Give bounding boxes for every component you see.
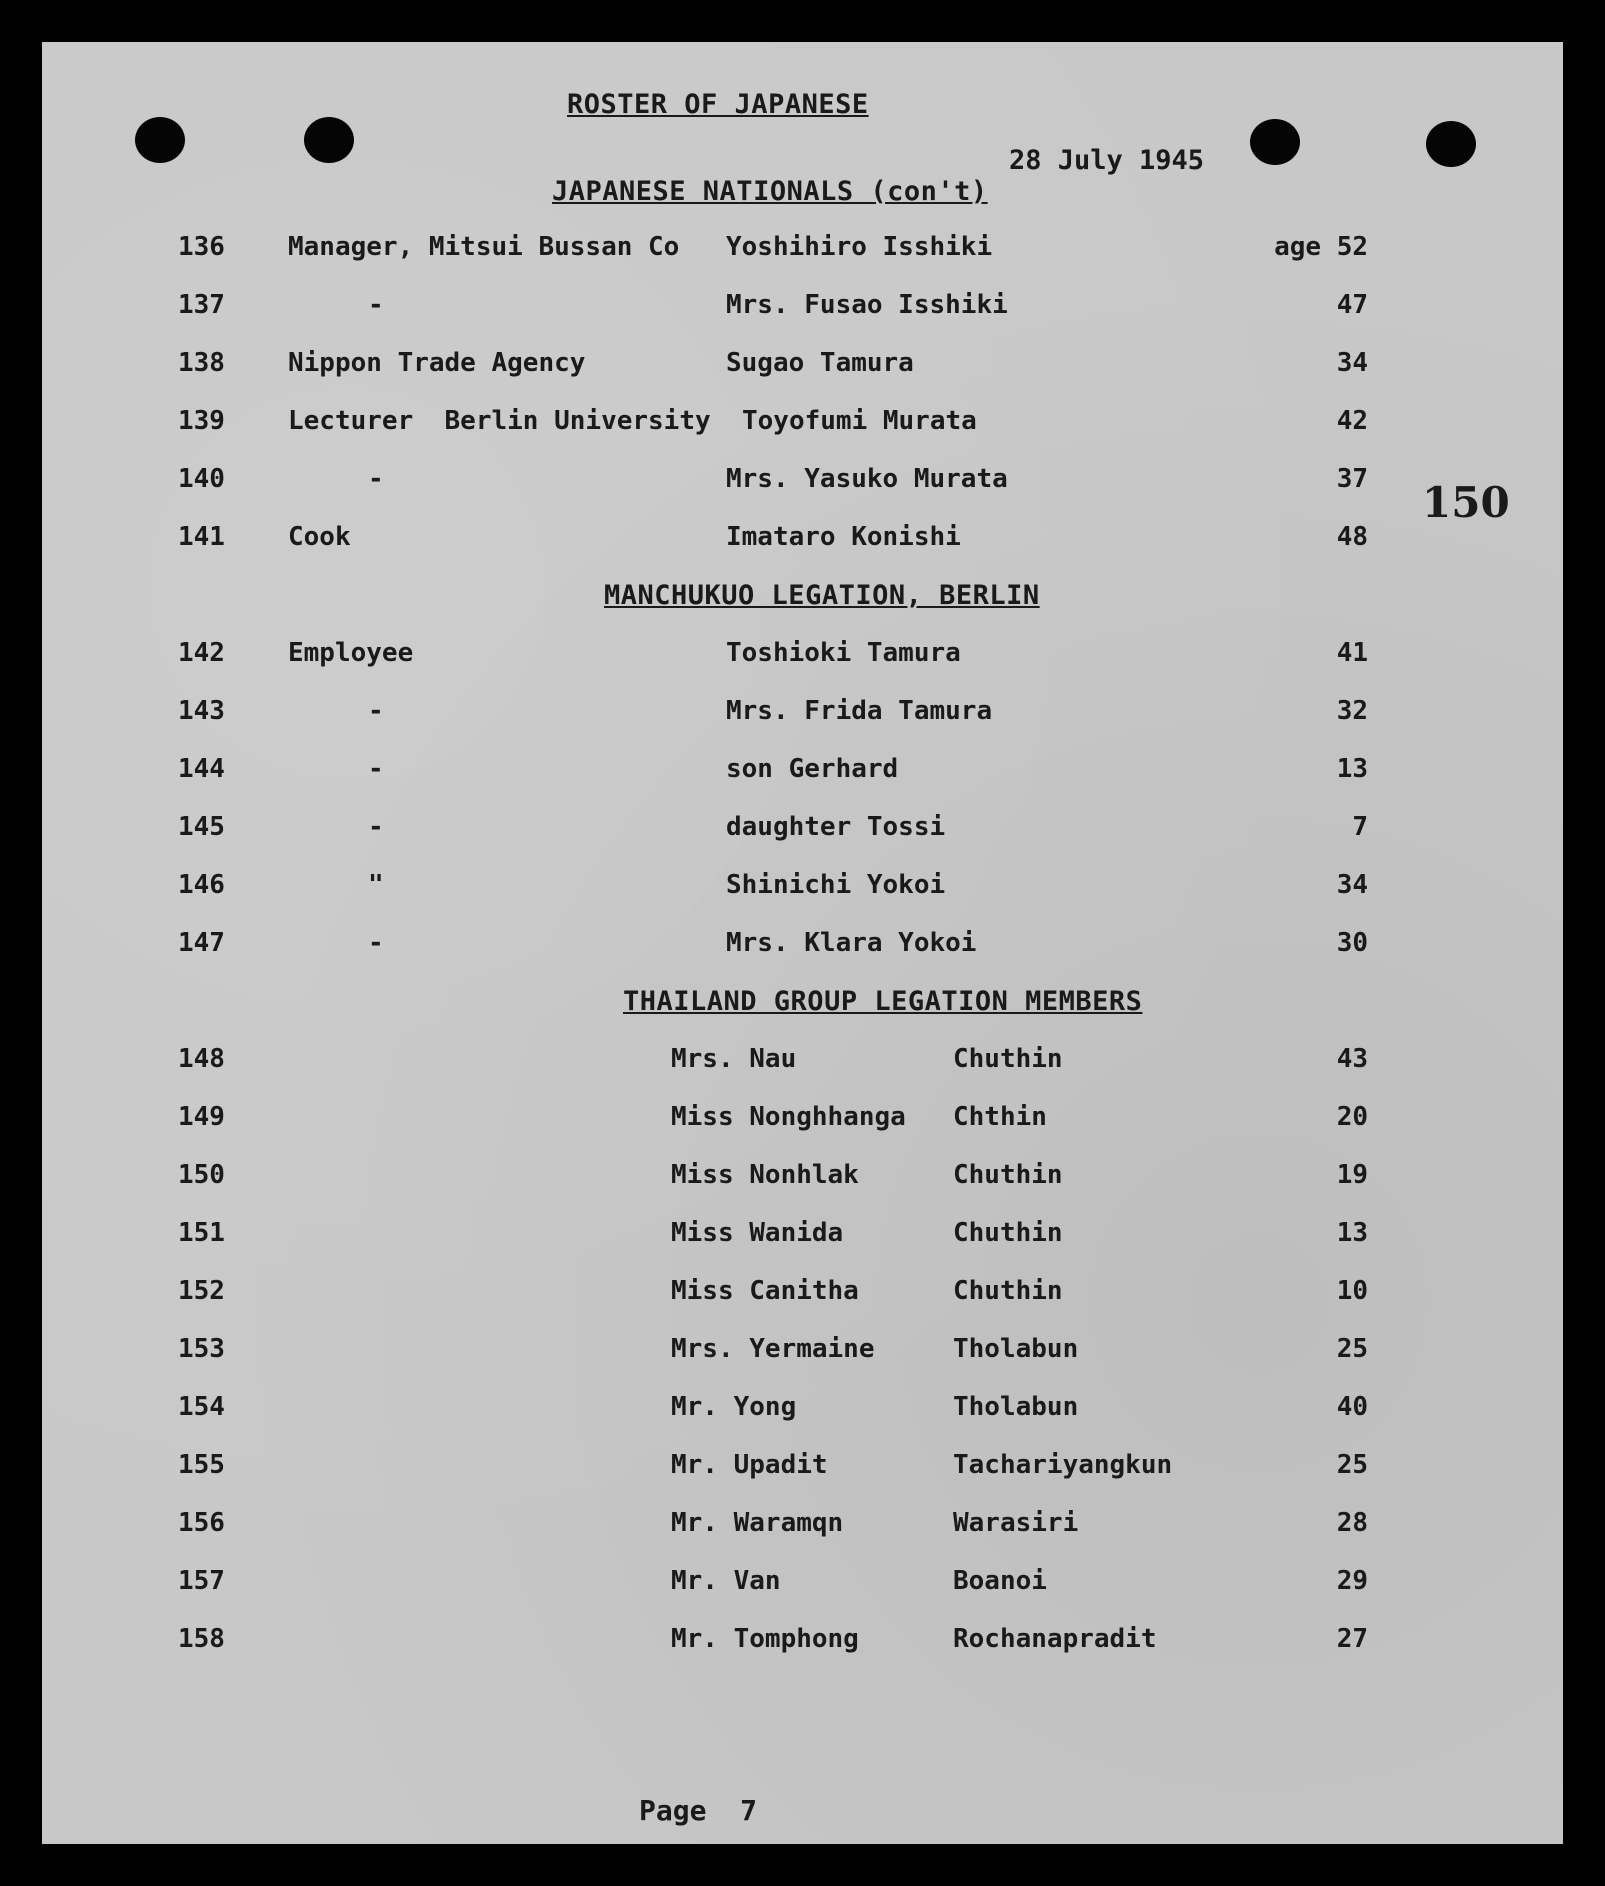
row-number: 144 bbox=[178, 754, 225, 784]
table-row bbox=[42, 754, 1563, 794]
row-first-name: Mr. Waramqn bbox=[671, 1508, 844, 1538]
row-last-name: Tachariyangkun bbox=[953, 1450, 1173, 1480]
row-number: 138 bbox=[178, 348, 225, 378]
section-header-thailand: THAILAND GROUP LEGATION MEMBERS bbox=[623, 986, 1143, 1017]
punch-hole bbox=[1426, 121, 1476, 167]
table-row bbox=[42, 1276, 1563, 1316]
row-organization: " bbox=[368, 870, 384, 900]
row-number: 156 bbox=[178, 1508, 225, 1538]
table-row bbox=[42, 812, 1563, 852]
row-age: age 52 bbox=[1274, 232, 1368, 262]
row-age: 25 bbox=[1336, 1334, 1368, 1364]
row-number: 140 bbox=[178, 464, 225, 494]
row-first-name: Mrs. Yermaine bbox=[671, 1334, 875, 1364]
page-number: 7 bbox=[740, 1794, 758, 1827]
row-name: Shinichi Yokoi bbox=[726, 870, 946, 900]
row-name: Toyofumi Murata bbox=[742, 406, 977, 436]
row-name: Mrs. Fusao Isshiki bbox=[726, 290, 1008, 320]
table-row bbox=[42, 928, 1563, 968]
row-organization: - bbox=[368, 812, 384, 842]
table-row bbox=[42, 1450, 1563, 1490]
table-row bbox=[42, 1508, 1563, 1548]
row-number: 137 bbox=[178, 290, 225, 320]
section-header-manchukuo: MANCHUKUO LEGATION, BERLIN bbox=[604, 580, 1040, 611]
row-organization: - bbox=[368, 754, 384, 784]
table-row bbox=[42, 232, 1563, 272]
table-row bbox=[42, 1392, 1563, 1432]
row-number: 146 bbox=[178, 870, 225, 900]
row-name: Yoshihiro Isshiki bbox=[726, 232, 993, 262]
row-last-name: Tholabun bbox=[953, 1334, 1079, 1364]
table-row bbox=[42, 870, 1563, 910]
row-age: 7 bbox=[1352, 812, 1368, 842]
row-age: 20 bbox=[1336, 1102, 1368, 1132]
row-last-name: Warasiri bbox=[953, 1508, 1079, 1538]
table-row bbox=[42, 1044, 1563, 1084]
row-organization: Cook bbox=[288, 522, 351, 552]
row-first-name: Mrs. Nau bbox=[671, 1044, 797, 1074]
punch-hole bbox=[135, 117, 185, 163]
row-age: 25 bbox=[1336, 1450, 1368, 1480]
row-last-name: Tholabun bbox=[953, 1392, 1079, 1422]
row-number: 153 bbox=[178, 1334, 225, 1364]
table-row bbox=[42, 522, 1563, 562]
row-name: Mrs. Yasuko Murata bbox=[726, 464, 1008, 494]
row-number: 157 bbox=[178, 1566, 225, 1596]
row-number: 149 bbox=[178, 1102, 225, 1132]
row-organization: - bbox=[368, 464, 384, 494]
row-last-name: Chthin bbox=[953, 1102, 1047, 1132]
row-number: 151 bbox=[178, 1218, 225, 1248]
row-age: 28 bbox=[1336, 1508, 1368, 1538]
row-age: 42 bbox=[1336, 406, 1368, 436]
row-number: 155 bbox=[178, 1450, 225, 1480]
row-first-name: Mr. Tomphong bbox=[671, 1624, 859, 1654]
page-footer bbox=[639, 1794, 757, 1827]
row-organization: - bbox=[368, 290, 384, 320]
row-age: 10 bbox=[1336, 1276, 1368, 1306]
row-last-name: Chuthin bbox=[953, 1044, 1063, 1074]
table-row bbox=[42, 348, 1563, 388]
row-name: son Gerhard bbox=[726, 754, 899, 784]
table-row bbox=[42, 1624, 1563, 1664]
margin-page-number: 150 bbox=[1422, 478, 1510, 527]
row-age: 34 bbox=[1336, 348, 1368, 378]
row-organization: Employee bbox=[288, 638, 414, 668]
table-row bbox=[42, 638, 1563, 678]
row-number: 141 bbox=[178, 522, 225, 552]
row-name: daughter Tossi bbox=[726, 812, 946, 842]
row-first-name: Miss Wanida bbox=[671, 1218, 844, 1248]
row-age: 30 bbox=[1336, 928, 1368, 958]
row-age: 32 bbox=[1336, 696, 1368, 726]
row-age: 29 bbox=[1336, 1566, 1368, 1596]
row-number: 147 bbox=[178, 928, 225, 958]
punch-hole bbox=[1250, 119, 1300, 165]
row-first-name: Mr. Yong bbox=[671, 1392, 797, 1422]
table-row bbox=[42, 1102, 1563, 1142]
row-first-name: Mr. Upadit bbox=[671, 1450, 828, 1480]
row-age: 27 bbox=[1336, 1624, 1368, 1654]
row-number: 158 bbox=[178, 1624, 225, 1654]
row-first-name: Miss Nonhlak bbox=[671, 1160, 859, 1190]
row-last-name: Rochanapradit bbox=[953, 1624, 1157, 1654]
table-row bbox=[42, 1566, 1563, 1606]
table-row bbox=[42, 464, 1563, 504]
row-last-name: Chuthin bbox=[953, 1276, 1063, 1306]
row-last-name: Chuthin bbox=[953, 1160, 1063, 1190]
row-number: 152 bbox=[178, 1276, 225, 1306]
table-row bbox=[42, 406, 1563, 446]
document-title: ROSTER OF JAPANESE bbox=[567, 89, 869, 120]
row-organization: Lecturer Berlin University bbox=[288, 406, 711, 436]
punch-hole bbox=[304, 117, 354, 163]
document-page bbox=[42, 42, 1563, 1844]
row-first-name: Miss Nonghhanga bbox=[671, 1102, 906, 1132]
page-label: Page bbox=[639, 1794, 707, 1827]
row-age: 40 bbox=[1336, 1392, 1368, 1422]
document-date: 28 July 1945 bbox=[1009, 145, 1205, 176]
row-age: 43 bbox=[1336, 1044, 1368, 1074]
row-organization: - bbox=[368, 696, 384, 726]
row-first-name: Mr. Van bbox=[671, 1566, 781, 1596]
row-age: 48 bbox=[1336, 522, 1368, 552]
row-name: Mrs. Klara Yokoi bbox=[726, 928, 977, 958]
row-age: 47 bbox=[1336, 290, 1368, 320]
row-number: 148 bbox=[178, 1044, 225, 1074]
table-row bbox=[42, 1218, 1563, 1258]
row-organization: Nippon Trade Agency bbox=[288, 348, 586, 378]
row-organization: - bbox=[368, 928, 384, 958]
table-row bbox=[42, 290, 1563, 330]
row-last-name: Boanoi bbox=[953, 1566, 1047, 1596]
row-number: 142 bbox=[178, 638, 225, 668]
row-number: 136 bbox=[178, 232, 225, 262]
row-name: Sugao Tamura bbox=[726, 348, 914, 378]
row-organization: Manager, Mitsui Bussan Co bbox=[288, 232, 680, 262]
row-name: Imataro Konishi bbox=[726, 522, 961, 552]
row-age: 37 bbox=[1336, 464, 1368, 494]
row-name: Toshioki Tamura bbox=[726, 638, 961, 668]
row-last-name: Chuthin bbox=[953, 1218, 1063, 1248]
section-header-japanese: JAPANESE NATIONALS (con't) bbox=[552, 176, 988, 207]
row-name: Mrs. Frida Tamura bbox=[726, 696, 993, 726]
row-age: 41 bbox=[1336, 638, 1368, 668]
row-number: 139 bbox=[178, 406, 225, 436]
row-age: 13 bbox=[1336, 754, 1368, 784]
row-number: 154 bbox=[178, 1392, 225, 1422]
row-number: 145 bbox=[178, 812, 225, 842]
row-number: 143 bbox=[178, 696, 225, 726]
row-age: 19 bbox=[1336, 1160, 1368, 1190]
row-first-name: Miss Canitha bbox=[671, 1276, 859, 1306]
row-age: 34 bbox=[1336, 870, 1368, 900]
row-number: 150 bbox=[178, 1160, 225, 1190]
table-row bbox=[42, 696, 1563, 736]
table-row bbox=[42, 1334, 1563, 1374]
row-age: 13 bbox=[1336, 1218, 1368, 1248]
table-row bbox=[42, 1160, 1563, 1200]
